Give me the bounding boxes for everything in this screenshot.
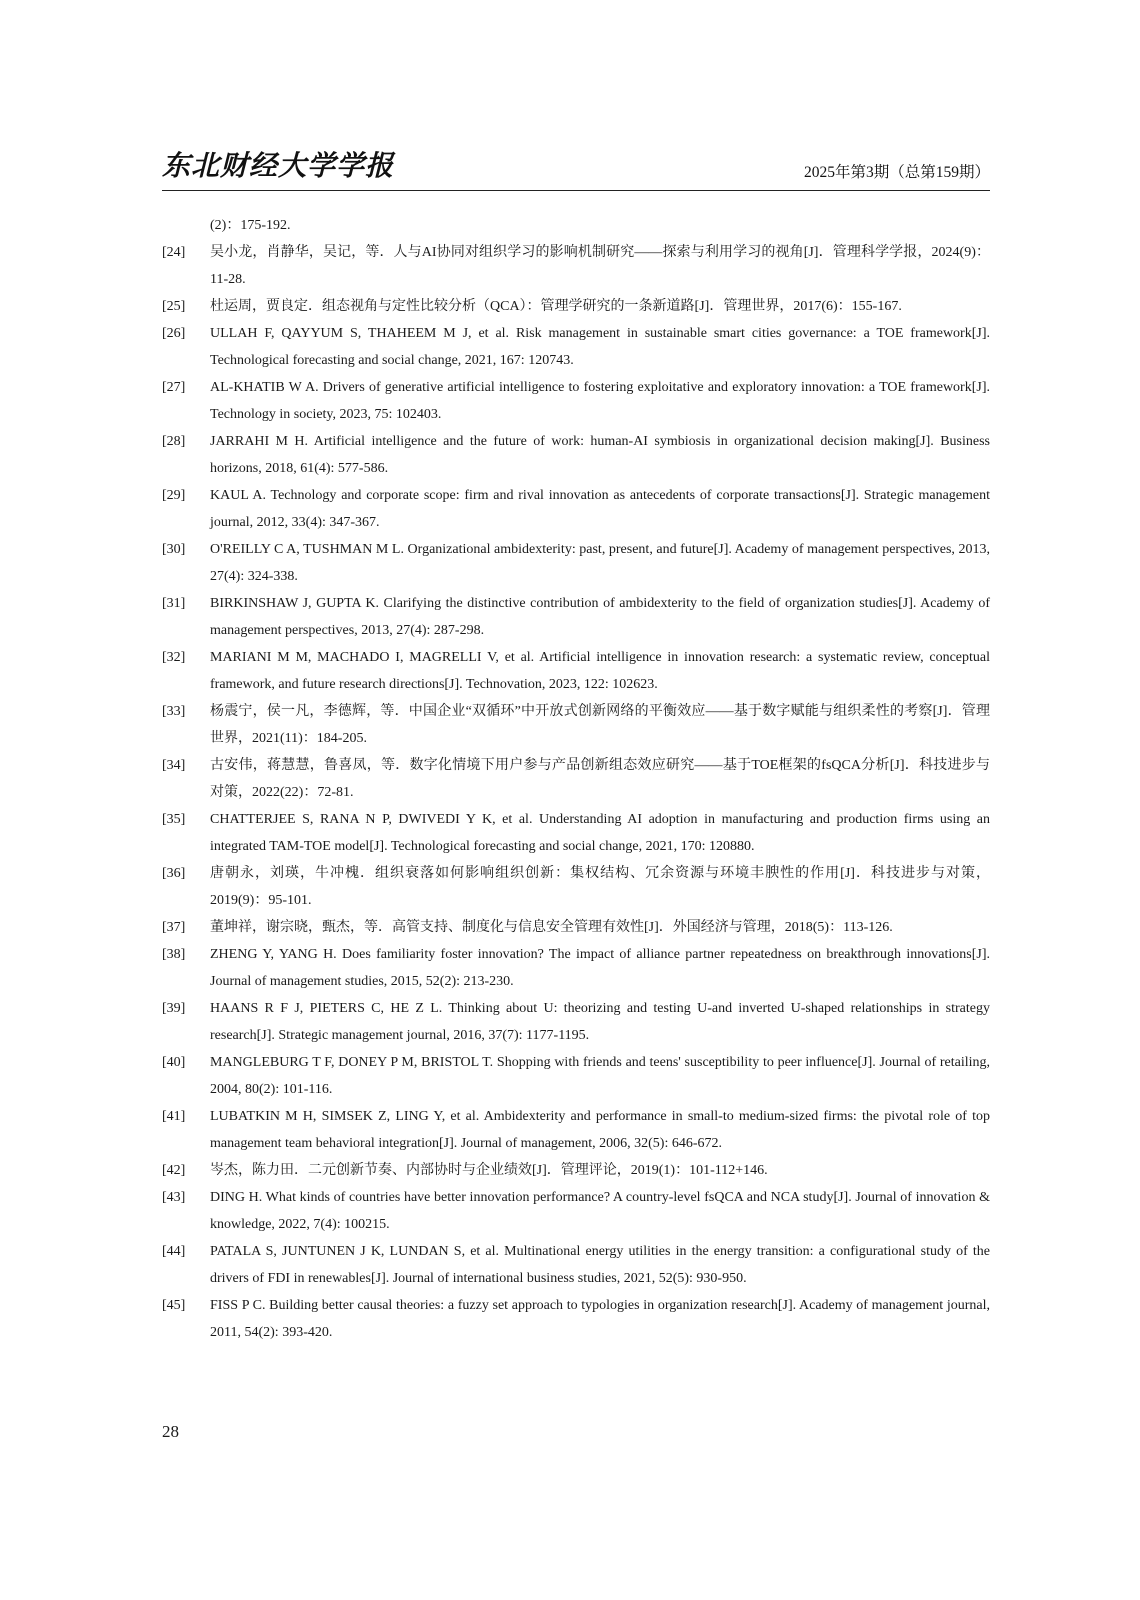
- reference-text: MANGLEBURG T F, DONEY P M, BRISTOL T. Shopping with friends and teens' susceptibility to peer influence[J]. Journal of retailing, 2004, 80(2): 101-116.: [210, 1055, 990, 1097]
- reference-text: PATALA S, JUNTUNEN J K, LUNDAN S, et al. Multinational energy utilities in the energy transition: a configurational study of the drivers of FDI in renewables[J]. Journal of international business studies, 2021, 52(5): 930-950.: [210, 1244, 990, 1286]
- reference-entry: [162, 752, 990, 806]
- reference-number: [35]: [162, 812, 186, 827]
- reference-number: [31]: [162, 596, 186, 611]
- page-number: 28: [162, 1422, 179, 1441]
- reference-entry: [162, 806, 990, 860]
- reference-text: 唐朝永，刘瑛，牛冲槐．组织衰落如何影响组织创新：集权结构、冗余资源与环境丰腴性的作用[J]．科技进步与对策，2019(9)：95-101.: [210, 866, 990, 908]
- reference-text: 董坤祥，谢宗晓，甄杰，等．高管支持、制度化与信息安全管理有效性[J]．外国经济与管理，2018(5)：113-126.: [210, 920, 893, 935]
- reference-entry: [162, 1184, 990, 1238]
- reference-number: [37]: [162, 920, 186, 935]
- reference-number: [29]: [162, 488, 186, 503]
- reference-text: BIRKINSHAW J, GUPTA K. Clarifying the distinctive contribution of ambidexterity to the field of organization studies[J]. Academy of management perspectives, 2013, 27(4): 287-298.: [210, 596, 990, 638]
- reference-text: ZHENG Y, YANG H. Does familiarity foster innovation? The impact of alliance partner repeatedness on breakthrough innovations[J]. Journal of management studies, 2015, 52(2): 213-230.: [210, 947, 990, 989]
- reference-text: 吴小龙，肖静华，吴记，等．人与AI协同对组织学习的影响机制研究——探索与利用学习的视角[J]．管理科学学报，2024(9)：11-28.: [210, 245, 990, 287]
- reference-text: MARIANI M M, MACHADO I, MAGRELLI V, et al. Artificial intelligence in innovation research: a systematic review, conceptual framework, and future research directions[J]. Technovation, 2023, 122: 102623.: [210, 650, 990, 692]
- reference-text: 岑杰，陈力田．二元创新节奏、内部协时与企业绩效[J]．管理评论，2019(1)：101-112+146.: [210, 1163, 768, 1178]
- reference-entry: [162, 482, 990, 536]
- reference-text: FISS P C. Building better causal theories: a fuzzy set approach to typologies in organization research[J]. Academy of management journal, 2011, 54(2): 393-420.: [210, 1298, 990, 1340]
- reference-list: [162, 212, 990, 1346]
- reference-number: [43]: [162, 1190, 186, 1205]
- reference-text: ULLAH F, QAYYUM S, THAHEEM M J, et al. Risk management in sustainable smart cities governance: a TOE framework[J]. Technological forecasting and social change, 2021, 167: 120743.: [210, 326, 990, 368]
- reference-entry: [162, 239, 990, 293]
- reference-text: 杜运周，贾良定．组态视角与定性比较分析（QCA）：管理学研究的一条新道路[J]．管理世界，2017(6)：155-167.: [210, 299, 902, 314]
- reference-number: [27]: [162, 380, 186, 395]
- reference-number: [25]: [162, 299, 186, 314]
- reference-number: [40]: [162, 1055, 186, 1070]
- reference-text: KAUL A. Technology and corporate scope: firm and rival innovation as antecedents of corporate transactions[J]. Strategic management journal, 2012, 33(4): 347-367.: [210, 488, 990, 530]
- running-header: [162, 150, 990, 191]
- reference-entry: [162, 941, 990, 995]
- reference-text: AL-KHATIB W A. Drivers of generative artificial intelligence to fostering exploitative and exploratory innovation: a TOE framework[J]. Technology in society, 2023, 75: 102403.: [210, 380, 990, 422]
- reference-number: [30]: [162, 542, 186, 557]
- reference-entry: [162, 995, 990, 1049]
- reference-text: 杨震宁，侯一凡，李德辉，等．中国企业“双循环”中开放式创新网络的平衡效应——基于数字赋能与组织柔性的考察[J]．管理世界，2021(11)：184-205.: [210, 704, 990, 746]
- reference-entry: [162, 536, 990, 590]
- issue-info: 2025年第3期（总第159期）: [803, 164, 990, 181]
- reference-number: [45]: [162, 1298, 186, 1313]
- reference-items: [162, 239, 990, 1346]
- journal-title: 东北财经大学学报: [162, 149, 395, 182]
- reference-entry: [162, 860, 990, 914]
- reference-number: [24]: [162, 245, 186, 260]
- reference-text: HAANS R F J, PIETERS C, HE Z L. Thinking about U: theorizing and testing U-and inverted U-shaped relationships in strategy research[J]. Strategic management journal, 2016, 37(7): 1177-1195.: [210, 1001, 990, 1043]
- reference-entry: [162, 428, 990, 482]
- reference-number: [28]: [162, 434, 186, 449]
- reference-number: [44]: [162, 1244, 186, 1259]
- reference-text: CHATTERJEE S, RANA N P, DWIVEDI Y K, et al. Understanding AI adoption in manufacturing and production firms using an integrated TAM-TOE model[J]. Technological forecasting and social change, 2021, 170: 120880.: [210, 812, 990, 854]
- reference-entry: [162, 698, 990, 752]
- reference-text: O'REILLY C A, TUSHMAN M L. Organizational ambidexterity: past, present, and future[J]. Academy of management perspectives, 2013, 27(4): 324-338.: [210, 542, 990, 584]
- reference-number: [26]: [162, 326, 186, 341]
- reference-text: LUBATKIN M H, SIMSEK Z, LING Y, et al. Ambidexterity and performance in small-to medium-sized firms: the pivotal role of top management team behavioral integration[J]. Journal of management, 2006, 32(5): 646-672.: [210, 1109, 990, 1151]
- reference-entry: [162, 1292, 990, 1346]
- reference-number: [42]: [162, 1163, 186, 1178]
- reference-entry: [162, 320, 990, 374]
- reference-text: DING H. What kinds of countries have better innovation performance? A country-level fsQCA and NCA study[J]. Journal of innovation & knowledge, 2022, 7(4): 100215.: [210, 1190, 990, 1232]
- reference-entry: [162, 590, 990, 644]
- reference-number: [36]: [162, 866, 186, 881]
- reference-entry: [162, 1238, 990, 1292]
- reference-entry: [162, 914, 990, 941]
- reference-entry: [162, 1157, 990, 1184]
- reference-entry: [162, 293, 990, 320]
- reference-number: [38]: [162, 947, 186, 962]
- reference-entry: [162, 374, 990, 428]
- reference-number: [39]: [162, 1001, 186, 1016]
- reference-entry: [162, 1049, 990, 1103]
- reference-number: [41]: [162, 1109, 186, 1124]
- reference-entry: [162, 644, 990, 698]
- reference-text: JARRAHI M H. Artificial intelligence and the future of work: human-AI symbiosis in organizational decision making[J]. Business horizons, 2018, 61(4): 577-586.: [210, 434, 990, 476]
- reference-number: [32]: [162, 650, 186, 665]
- reference-entry: [162, 1103, 990, 1157]
- reference-text: 古安伟，蒋慧慧，鲁喜凤，等．数字化情境下用户参与产品创新组态效应研究——基于TOE框架的fsQCA分析[J]．科技进步与对策，2022(22)：72-81.: [210, 758, 990, 800]
- reference-number: [33]: [162, 704, 186, 719]
- reference-number: [34]: [162, 758, 186, 773]
- reference-continuation: (2)：175-192.: [210, 218, 291, 233]
